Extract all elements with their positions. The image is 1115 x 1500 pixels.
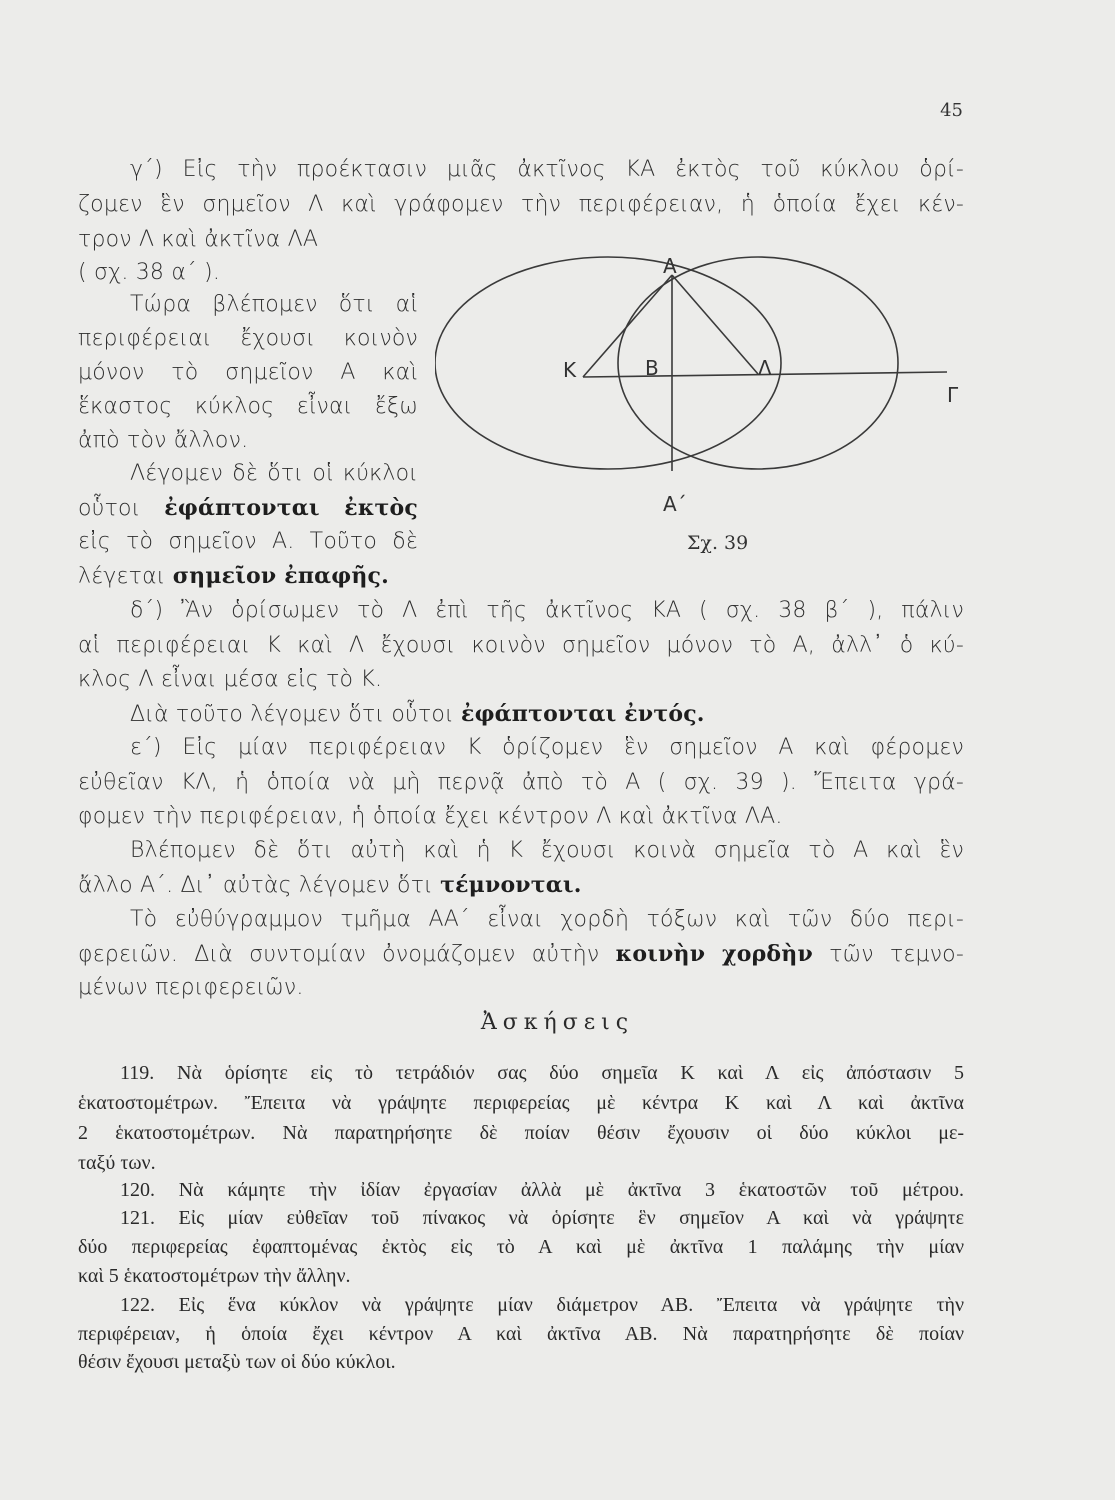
exercises-heading: Ἀσκήσεις bbox=[480, 1010, 635, 1035]
exercise-line: 119. Νὰ ὁρίσητε εἰς τὸ τετράδιόν σας δύο σημεῖα Κ καὶ Λ εἰς ἀπόστασιν 5 bbox=[120, 1062, 964, 1084]
exercise-line: 120. Νὰ κάμητε τὴν ἰδίαν ἐργασίαν ἀλλὰ μὲ ἀκτῖνα 3 ἑκατοστῶν τοῦ μέτρου. bbox=[120, 1179, 964, 1201]
text-line: μόνον τὸ σημεῖον Α καὶ bbox=[78, 360, 418, 385]
text-line bbox=[78, 561, 389, 592]
term-external-tangent: ἐφάπτονται ἐκτὸς bbox=[164, 495, 418, 521]
text-line: ἀπὸ τὸν ἄλλον. bbox=[78, 428, 249, 453]
exercise-line: 121. Εἰς μίαν εὐθεῖαν τοῦ πίνακος νὰ ὁρίσητε ἓν σημεῖον Α καὶ νὰ γράψητε bbox=[120, 1207, 964, 1229]
label-a-bottom: Α΄ bbox=[663, 492, 687, 516]
label-k: Κ bbox=[563, 358, 577, 382]
term-point-of-contact: σημεῖον ἐπαφῆς. bbox=[172, 563, 389, 589]
text-line: εἰς τὸ σημεῖον Α. Τοῦτο δὲ bbox=[78, 529, 418, 554]
exercise-line: 122. Εἰς ἕνα κύκλον νὰ γράψητε μίαν διάμετρον ΑΒ. Ἔπειτα νὰ γράψητε τὴν bbox=[120, 1294, 964, 1316]
text-line: ἕκαστος κύκλος εἶναι ἔξω bbox=[78, 394, 418, 419]
term-intersect: τέμνονται. bbox=[440, 872, 582, 898]
text-line: ε΄) Εἰς μίαν περιφέρειαν Κ ὁρίζομεν ἓν σημεῖον Α καὶ φέρομεν bbox=[130, 735, 964, 760]
text-span: φερειῶν. Διὰ συντομίαν ὀνομάζομεν αὐτὴν bbox=[78, 942, 600, 967]
page-number: 45 bbox=[940, 100, 963, 121]
text-span: οὗτοι bbox=[78, 496, 141, 521]
text-line: περιφέρειαι ἔχουσι κοινὸν bbox=[78, 326, 418, 351]
exercise-line: θέσιν ἔχουσι μεταξὺ των οἱ δύο κύκλοι. bbox=[78, 1351, 396, 1373]
text-line bbox=[78, 870, 582, 901]
figure-39-diagram bbox=[435, 245, 975, 565]
text-line: φομεν τὴν περιφέρειαν, ἡ ὁποία ἔχει κέντρον Λ καὶ ἀκτῖνα ΛΑ. bbox=[78, 804, 783, 829]
text-line bbox=[78, 493, 418, 524]
text-line: Λέγομεν δὲ ὅτι οἱ κύκλοι bbox=[130, 461, 418, 486]
text-line: αἱ περιφέρειαι Κ καὶ Λ ἔχουσι κοινὸν σημεῖον μόνον τὸ Α, ἀλλ᾽ ὁ κύ- bbox=[78, 633, 964, 658]
text-line: Τώρα βλέπομεν ὅτι αἱ bbox=[130, 292, 418, 317]
exercise-line: δύο περιφερείας ἐφαπτομένας ἐκτὸς εἰς τὸ Α καὶ μὲ ἀκτῖνα 1 παλάμης τὴν μίαν bbox=[78, 1236, 964, 1258]
exercise-line: περιφέρειαν, ἡ ὁποία ἔχει κέντρον Α καὶ ἀκτῖνα ΑΒ. Νὰ παρατηρήσητε δὲ ποίαν bbox=[78, 1323, 964, 1345]
exercise-line: ταξύ των. bbox=[78, 1152, 156, 1174]
term-common-chord: κοινὴν χορδὴν bbox=[615, 941, 813, 967]
text-line: Τὸ εὐθύγραμμον τμῆμα ΑΑ΄ εἶναι χορδὴ τόξων καὶ τῶν δύο περι- bbox=[130, 907, 964, 932]
exercise-line: 2 ἑκατοστομέτρων. Νὰ παρατηρήσητε δὲ ποίαν θέσιν ἔχουσιν οἱ δύο κύκλοι με- bbox=[78, 1122, 964, 1144]
text-line: κλος Λ εἶναι μέσα εἰς τὸ Κ. bbox=[78, 667, 383, 692]
text-span: ἄλλο Α΄. Δι᾽ αὐτὰς λέγομεν ὅτι bbox=[78, 873, 433, 898]
text-line: ζομεν ἓν σημεῖον Λ καὶ γράφομεν τὴν περιφέρειαν, ἡ ὁποία ἔχει κέν- bbox=[78, 192, 964, 217]
text-line bbox=[78, 939, 964, 970]
label-lambda: Λ bbox=[758, 356, 772, 380]
radius-la bbox=[672, 275, 758, 374]
text-line: τρον Λ καὶ ἀκτῖνα ΛΑ bbox=[78, 227, 319, 252]
circle-k bbox=[435, 257, 781, 469]
text-line: γ΄) Εἰς τὴν προέκτασιν μιᾶς ἀκτῖνος ΚΑ ἐκτὸς τοῦ κύκλου ὁρί- bbox=[130, 157, 964, 182]
label-b: Β bbox=[645, 356, 659, 380]
term-internal-tangent: ἐφάπτονται ἐντός. bbox=[461, 701, 705, 727]
text-line: μένων περιφερειῶν. bbox=[78, 975, 304, 1000]
label-gamma: Γ bbox=[947, 383, 959, 407]
text-line: ( σχ. 38 α΄ ). bbox=[78, 260, 221, 285]
figure-caption: Σχ. 39 bbox=[687, 532, 749, 554]
label-a-top: Α bbox=[663, 254, 677, 278]
text-line bbox=[130, 699, 705, 730]
exercise-line: ἑκατοστομέτρων. Ἔπειτα νὰ γράψητε περιφερείας μὲ κέντρα Κ καὶ Λ καὶ ἀκτῖνα bbox=[78, 1092, 964, 1114]
text-span: Διὰ τοῦτο λέγομεν ὅτι οὗτοι bbox=[130, 702, 454, 727]
exercise-line: καὶ 5 ἑκατοστομέτρων τὴν ἄλλην. bbox=[78, 1265, 351, 1287]
text-span: λέγεται bbox=[78, 564, 166, 589]
text-line: δ΄) Ἂν ὁρίσωμεν τὸ Λ ἐπὶ τῆς ἀκτῖνος ΚΑ ( σχ. 38 β΄ ), πάλιν bbox=[130, 598, 964, 623]
text-line: εὐθεῖαν ΚΛ, ἡ ὁποία νὰ μὴ περνᾷ ἀπὸ τὸ Α ( σχ. 39 ). Ἔπειτα γρά- bbox=[78, 770, 964, 795]
text-line: Βλέπομεν δὲ ὅτι αὐτὴ καὶ ἡ Κ ἔχουσι κοινὰ σημεῖα τὸ Α καὶ ἓν bbox=[130, 838, 964, 863]
text-span: τῶν τεμνο- bbox=[829, 942, 964, 967]
